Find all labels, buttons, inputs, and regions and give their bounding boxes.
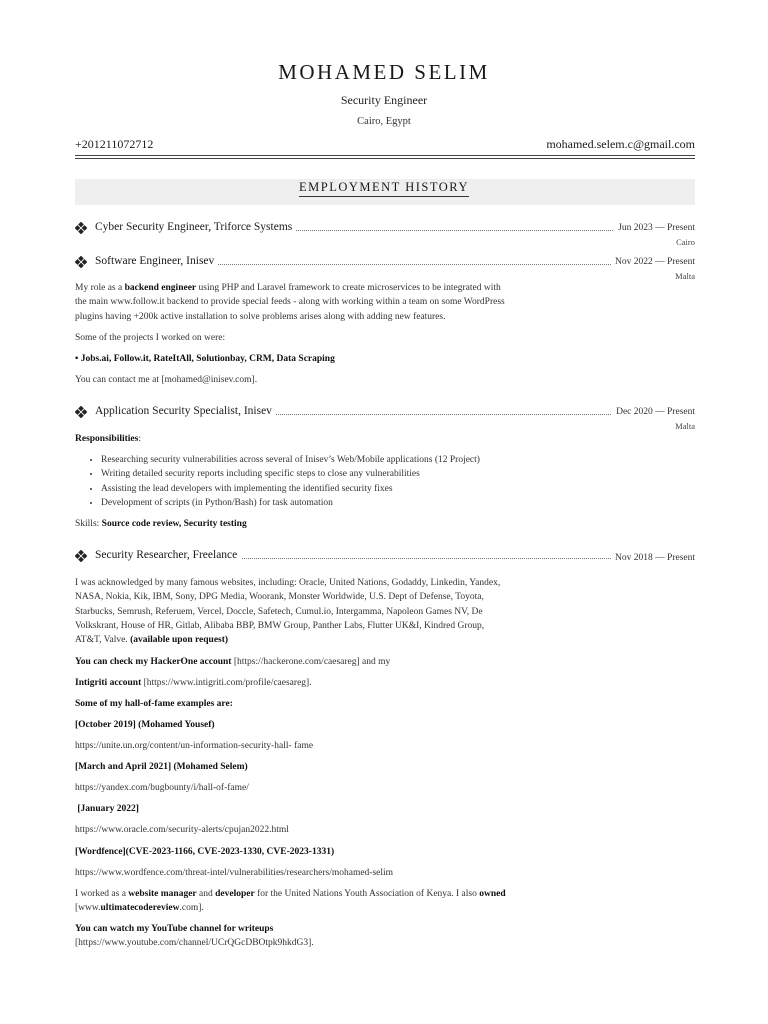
text-fragment: .com]. [179, 903, 204, 914]
bold-fragment: owned [479, 889, 506, 899]
text-fragment: plugins having +200k active installation to solve problems arises along with adding new features. [75, 311, 446, 322]
hackerone-line [75, 655, 575, 669]
text-fragment: I was acknowledged by many famous websites, including: Oracle, United Nations, Godaddy, Linkedin, Yandex, [75, 578, 501, 588]
diamond-bullet-icon [75, 256, 87, 268]
job-title: Security Engineer [340, 93, 428, 107]
diamond-bullet-icon [75, 550, 87, 562]
text-fragment: using PHP and Laravel framework to create microservices to be integrated with [196, 283, 501, 293]
hof-entry-title: [January 2022] [75, 804, 139, 814]
bold-fragment: Intigriti account [75, 678, 142, 688]
job-date: Nov 2018 — Present [611, 553, 695, 563]
section-title [0, 180, 768, 195]
phone-number: +201211072712 [75, 137, 154, 151]
text-fragment: and [196, 889, 216, 899]
section-title-text: EMPLOYMENT HISTORY [299, 180, 469, 197]
job-title-text: Application Security Specialist, Inisev [95, 405, 276, 417]
job-entry [75, 549, 695, 569]
text-fragment: [https://hackerone.com/caesareg] and my [231, 657, 391, 667]
inisev-contact: You can contact me at [mohamed@inisev.com]. [75, 375, 258, 385]
text-fragment: My role as a [75, 283, 125, 293]
hof-entry-url: https://yandex.com/bugbounty/i/hall-of-fame/ [75, 783, 249, 793]
bold-fragment: developer [215, 889, 255, 899]
bold-fragment: website manager [128, 889, 197, 899]
responsibilities-label [75, 432, 575, 446]
job-entry [75, 221, 695, 249]
diamond-bullet-icon [75, 406, 87, 418]
job-date: Nov 2022 — Present [611, 257, 695, 267]
location: Cairo, Egypt [357, 116, 411, 127]
list-item: • Assisting the lead developers with implementing the identified security fixes [101, 482, 480, 496]
responsibilities-list [85, 453, 480, 510]
job-city: Cairo [676, 237, 695, 247]
text-fragment: for the United Nations Youth Association of Kenya. I also [254, 889, 480, 899]
bold-fragment: You can watch my YouTube channel for writeups [75, 924, 274, 934]
job-entry [75, 405, 695, 433]
header-divider-second [75, 158, 695, 159]
job-date: Jun 2023 — Present [614, 223, 695, 233]
list-item: • Writing detailed security reports including specific steps to close any vulnerabilities [101, 467, 480, 481]
email-address: mohamed.selem.c@gmail.com [546, 137, 695, 151]
header-divider [75, 155, 695, 156]
job-entry [75, 255, 695, 283]
text-fragment: [https://www.youtube.com/channel/UCrQGcDBOtpk9hkdG3]. [75, 938, 314, 949]
skills-line [75, 517, 575, 531]
bold-fragment: Source code review, Security testing [101, 519, 247, 529]
hof-entry-url: https://unite.un.org/content/un-information-security-hall- fame [75, 741, 314, 751]
hall-of-fame-heading: Some of my hall-of-fame examples are: [75, 699, 233, 709]
youtube-paragraph [75, 922, 575, 951]
job-title-text: Cyber Security Engineer, Triforce Systems [95, 221, 296, 233]
projects-list: • Jobs.ai, Follow.it, RateItAll, Solutionbay, CRM, Data Scraping [75, 354, 335, 364]
list-item: • Development of scripts (in Python/Bash) for task automation [101, 496, 480, 510]
un-youth-paragraph [75, 887, 695, 916]
job-title-text: Software Engineer, Inisev [95, 255, 218, 267]
bold-fragment: You can check my HackerOne account [75, 657, 232, 667]
inisev-description [75, 281, 595, 324]
text-fragment: Skills: [75, 519, 102, 529]
intigriti-line [75, 676, 575, 690]
list-item: • Researching security vulnerabilities across several of Inisev’s Web/Mobile applications (12 Project) [101, 453, 480, 467]
bold-fragment: backend engineer [124, 283, 197, 293]
text-fragment: I worked as a [75, 889, 129, 899]
bold-fragment: Responsibilities [75, 434, 139, 444]
job-date: Dec 2020 — Present [612, 407, 695, 417]
bold-fragment: ultimatecodereview [100, 903, 180, 914]
hof-entry-title: [Wordfence](CVE-2023-1166, CVE-2023-1330, CVE-2023-1331) [75, 847, 335, 857]
text-fragment: [https://www.intigriti.com/profile/caesareg]. [141, 678, 312, 688]
acknowledgements [75, 576, 595, 647]
text-fragment: Starbucks, Semrush, Referuem, Vercel, Doccle, Safetech, Cumul.io, Intergamma, Napoleon Games NV, De [75, 606, 483, 617]
text-fragment: NASA, Nokia, Kik, IBM, Sony, DPG Media, Woorank, Monster Worldwide, U.S. Dept of Defense, Toyota, [75, 592, 484, 603]
hof-entry-title: [March and April 2021] (Mohamed Selem) [75, 762, 248, 772]
job-city: Malta [675, 271, 695, 281]
hof-entry-url: https://www.oracle.com/security-alerts/cpujan2022.html [75, 825, 289, 835]
text-fragment: AT&T, Valve. [75, 635, 131, 646]
text-fragment: Volkskrant, House of HR, Gitlab, Alibaba BBP, BMW Group, Panther Labs, Flutter UK&I, Kindred Group, [75, 620, 485, 631]
hof-entry-url: https://www.wordfence.com/threat-intel/vulnerabilities/researchers/mohamed-selim [75, 868, 394, 878]
text-fragment: : [138, 434, 141, 444]
text-fragment: [www. [75, 903, 101, 914]
hof-entry-title: [October 2019] (Mohamed Yousef) [75, 720, 215, 730]
text-fragment: the main www.follow.it backend to provide special feeds - along with working within a team on some WordPress [75, 297, 505, 308]
diamond-bullet-icon [75, 222, 87, 234]
job-city: Malta [675, 421, 695, 431]
projects-intro: Some of the projects I worked on were: [75, 333, 226, 343]
candidate-name: MOHAMED SELIM [278, 60, 490, 84]
job-title-text: Security Researcher, Freelance [95, 549, 241, 561]
bold-fragment: (available upon request) [130, 635, 229, 646]
